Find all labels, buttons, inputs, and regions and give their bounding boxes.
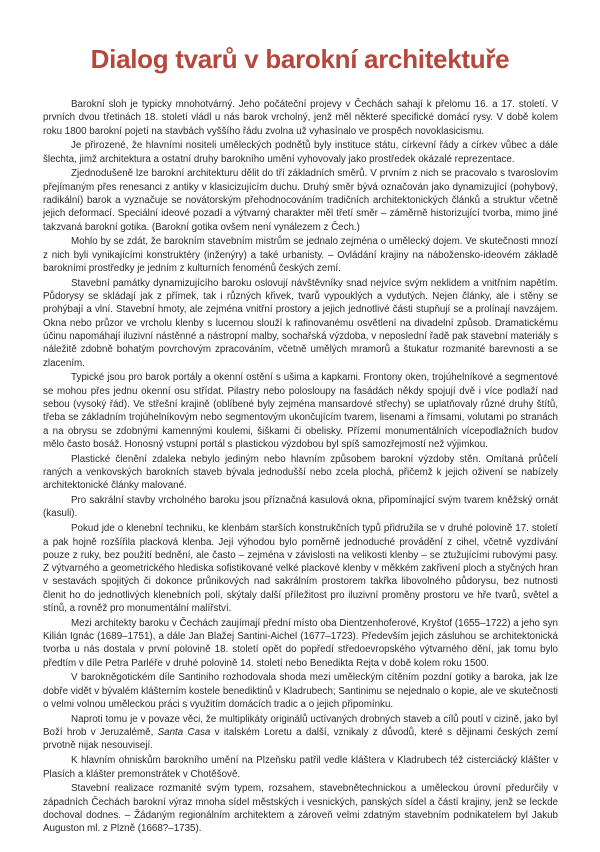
article-body: [43, 98, 558, 836]
paragraph: Pro sakrální stavby vrcholného baroku jsou příznačná kasulová okna, připomínající svým tvarem kněžský ornát (kasuli).: [43, 495, 558, 520]
paragraph: V barokněgotickém díle Santiniho rozhodovala shoda mezi uměleckým cítěním pozdní gotiky a baroka, jak lze dobře vidět v bývalém klášterním kostele benediktinů v Kladrubech; Santinimu se nejednalo o kopie, ale ve skutečnosti o velmi volnou uměleckou práci s využitím domácích tradic a o jejich připomínku.: [43, 672, 558, 711]
paragraph: Plastické členění zdaleka nebylo jediným nebo hlavním způsobem barokní výzdoby stěn. Omítaná průčelí raných a venkovských barokních staveb bývala jednodušší nebo zcela plochá, přičemž k jejich oživení se nabízely architektonické články malované.: [43, 453, 558, 492]
paragraph: Stavební realizace rozmanité svým typem, rozsahem, stavebnětechnickou a uměleckou úrovní předurčily v západních Čechách barokní výraz mnoha sídel městských i vesnických, panských sídel a částí krajiny, jenž se leckde dochoval dodnes. – Žádaným regionálním architektem a zároveň velmi zdatným stavebním podnikatelem byl Jakub Auguston ml. z Plzně (1668?–1735).: [43, 783, 558, 835]
paragraph-text: Naproti tomu je v povaze věci, že multiplikáty originálů uctívaných drobných staveb a cílů poutí v cizině, jako byl Boží hrob v Jeruzalémě,: [43, 713, 558, 739]
paragraph: Typické jsou pro barok portály a okenní ostění s ušima a kapkami. Frontony oken, trojúhelníkové a segmentové se mohou přes jednu okenní osu střídat. Pilastry nebo polosloupy na fasádách někdy spojují dvě i více podlaží nad sebou (vysoký řád). Ve střešní krajině (oblíbené byly zejména mansardové střechy) se uplatňovaly různé druhy štítů, třeba se základním trojúhelníkovým nebo segmentovým ukončujícím tvarem, lisenami a římsami, volutami po stranách a na obrysu se zdobnými kamennými koulemi, šiškami či obelisky. Přízemí monumentálních vícepodlažních budov mělo často bosáž. Honosný vstupní portál s plastickou výzdobou byl spíš samozřejmostí než výjimkou.: [43, 372, 558, 450]
paragraph: Mezi architekty baroku v Čechách zaujímají přední místo oba Dientzenhoferové, Kryštof (1655–1722) a jeho syn Kilián Ignác (1689–1751), a dále Jan Blažej Santini-Aichel (1677–1723). Především jejich zásluhou se architektonická tvorba u nás dostala v první polovině 18. století opět do popředí středoevropského výtvarného dění, jak tomu bylo předtím v díle Petra Parléře v druhé polovině 14. století nebo Benedikta Rejta v době kolem roku 1500.: [43, 617, 558, 669]
page-title: Dialog tvarů v barokní architektuře: [90, 44, 510, 74]
paragraph: Stavební památky dynamizujícího baroku oslovují návštěvníky snad nejvíce svým neklidem a vnitřním napětím. Půdorysy se skládají jak z přímek, tak i různých křivek, tvarů vypouklých a vydutých. Nejen články, ale i stěny se prohýbají a vlní. Stavební hmoty, ale zejména vnitřní prostory a jejich jednotlivé části stupňují se a prolínají navzájem. Okna nebo průzor ve vrcholu klenby s lucernou slouží k rafinovanému osvětlení na divadelní způsob. Dramatickému účinu napomáhají iluzivní nástěnné a nástropní malby, sochařská výzdoba, v neposlední řadě pak stavební materiály s náležitě zdobně bohatým povrchovým zpracováním, včetně umělých mramorů a štukatur rozmanité barevnosti a se zlacením.: [43, 277, 558, 369]
paragraph: Mohlo by se zdát, že barokním stavebním mistrům se jednalo zejména o umělecký dojem. Ve skutečnosti mnozí z nich byli vynikajícími konstruktéry (inženýry) a také urbanisty. – Ovládání krajiny na nábožensko-ideovém základě barokními prostředky je jedním z kulturních fenoménů českých zemí.: [43, 236, 558, 275]
paragraph: [43, 713, 558, 753]
paragraph: Zjednodušeně lze barokní architekturu dělit do tří základních směrů. V prvním z nich se pracovalo s tvaroslovím přejímaným přes renesanci z antiky v klasicizujícím duchu. Druhý směr bývá označován jako dynamizující (pohybový, radikální) barok a vyznačuje se novátorským přehodnocováním tradičních architektonických článků a struktur včetně jejich deformací. Speciální ideové pozadí a výtvarný charakter měl třetí směr – záměrně historizující tvorba, mimo jiné takzvaná barokní gotika. (Barokní gotika ovšem není vynálezem z Čech.): [43, 168, 558, 233]
italic-term: Santa Casa: [157, 727, 211, 739]
paragraph: Je přirozené, že hlavními nositeli uměleckých podnětů byly instituce státu, církevní řády a církev vůbec a dále šlechta, jimž architektura a ostatní druhy barokního umění vyhovovaly jako prostředek okázalé reprezentace.: [43, 140, 558, 165]
paragraph: K hlavním ohniskům barokního umění na Plzeňsku patřil vedle kláštera v Kladrubech též cisterciácký klášter v Plasích a klášter premonstrátek v Chotěšově.: [43, 755, 558, 780]
paragraph-text: v italském Loretu a další, vznikaly z důvodů, které s dějinami českých zemí prvotně nijak nesouvisejí.: [43, 727, 558, 752]
paragraph: Pokud jde o klenební techniku, ke klenbám starších konstrukčních typů přidružila se v druhé polovině 17. století a pak hojně rozšířila placková klenba. Její výhodou bylo poměrně jednoduché provádění z cihel, včetně vyzdívání pouze z ruky, bez použití bednění, ale často – zejména v závislosti na velikosti klenby – se ztužujícími rubovými pasy. Z výtvarného a geometrického hlediska sofistikované velké plackové klenby v měkkém zakřivení ploch a styčných hran v sestavách spojitých či dokonce průnikových nad sakrálním prostorem takřka libovolného půdorysu, bez nutnosti členit ho do jednotlivých klenebních polí, skýtaly další příležitost pro iluzivní proměny prostoru ve hře tvarů, světel a stínů, a rovněž pro monumentální malířství.: [43, 523, 558, 614]
paragraph: Barokní sloh je typicky mnohotvárný. Jeho počáteční projevy v Čechách sahají k přelomu 16. a 17. století. V prvních dvou třetinách 18. století vládl u nás barok vrcholný, jenž měl některé specifické domácí rysy. V době kolem roku 1800 barokní pojetí na stavbách vyššího řádu zvolna už vyhasínalo ve prospěch novoklasicismu.: [43, 99, 558, 137]
